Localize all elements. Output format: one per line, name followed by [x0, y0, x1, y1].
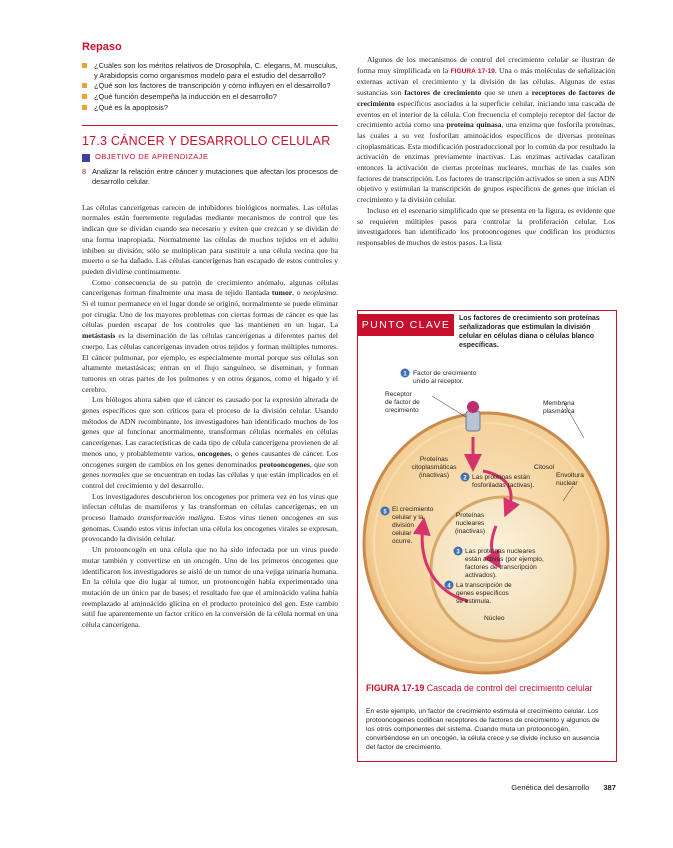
review-item	[82, 61, 338, 81]
running-head: Genética del desarrollo	[511, 783, 590, 792]
svg-text:2: 2	[463, 475, 467, 482]
label-step5: El crecimiento celular y la división celular ocurre.	[392, 506, 434, 545]
label-cytosol: Citosol	[534, 464, 555, 471]
review-item-text: ¿Qué función desempeña la inducción en el desarrollo?	[94, 92, 277, 102]
text-run: Un protooncogén en una célula que no ha sido infectada por un virus puede mutar también y convertirse en un oncogén. Uno de los primeros oncogenes que identificaron los investigadores se aisló de un tumor de una vejiga urinaria humana. En la célula que dio lugar al tumor, un protooncogén había experimentado una mutación de un único par de bases; el resultado fue que el aminoácido valina había reemplazado al aminoácido glicina en el producto proteínico del gen. Este cambio sutil fue aparentemente un factor crítico en la conversión de la célula normal en una célula cancerígena.	[82, 545, 338, 630]
objective-item	[82, 167, 338, 187]
section-heading	[82, 133, 338, 148]
objective-text: Analizar la relación entre cáncer y mutaciones que afectan los procesos de desarrollo celular.	[92, 167, 338, 186]
cell-diagram	[358, 311, 616, 681]
square-bullet-icon	[82, 63, 87, 68]
key-point-badge: PUNTO CLAVE	[358, 314, 454, 336]
figure-caption-text: En este ejemplo, un factor de crecimiento estimula el crecimiento celular. Los protooncogenes codifican receptores de factores de crecimiento y algunos de los otros componentes del sistema. Cuando muta un protooncogén, convirtiéndose en un oncogén, la célula crece y se divide incluso en ausencia del factor de crecimiento.	[366, 708, 600, 751]
text-run: Las células cancerígenas carecen de inhibidores biológicos normales. Las células normales están fuertemente reguladas mediante mecanismos de control que les indican que se dividan cuando sea necesario y eviten que crezcan y se dividan de una forma inapropiada. Normalmente las células de muchos tejidos en el adulto inhiben su división; sólo se multiplican para sustituir a una célula vecina que ha muerto o se ha dañado. Las células cancerígenas han escapado de estos controles y pueden dividirse continuamente.	[82, 202, 338, 276]
body-paragraph	[82, 492, 338, 546]
growth-factor-shape	[467, 401, 479, 413]
text-run: Algunos de los mecanismos de control del crecimiento celular se ilustran de forma muy simplificada en la	[357, 55, 615, 75]
key-term: proteína quinasa	[446, 120, 502, 130]
body-paragraph	[357, 206, 615, 249]
page-number: 387	[603, 783, 616, 792]
section-divider	[82, 125, 338, 126]
text-run: . Si el tumor permanece en el lugar donde se originó, normalmente se puede eliminar por cirugía. Uno de los mayores problemas con ciertas formas de cáncer es que las células pueden escapar de los controles que las mantienen en un lugar. La	[82, 288, 338, 330]
label-step4: La transcripción de genes específicos se estimula.	[456, 582, 512, 605]
svg-text:3: 3	[456, 549, 460, 556]
key-term: protooncogenes	[259, 459, 310, 469]
label-step2: Las proteínas están fosforiladas (activas).	[472, 474, 535, 489]
figure-reference: FIGURA 17-19	[450, 67, 495, 75]
review-item-text: ¿Cuáles son los méritos relativos de Drosophila, C. elegans, M. musculus, y Arabidopsis como organismos modelo para el estudio del desarrollo?	[94, 60, 338, 80]
text-run: , que son genes	[82, 459, 338, 480]
review-item	[82, 103, 338, 113]
section-number: 17.3	[82, 133, 108, 148]
body-paragraph	[357, 55, 615, 206]
label-cyto-proteins: Proteínas citoplasmáticas (inactivas)	[411, 456, 457, 479]
figure-caption-heading: Cascada de control del crecimiento celular	[426, 683, 593, 693]
text-run: Como consecuencia de su patrón de crecimiento anómalo, algunas células cancerígenas forman finalmente una masa de tejido llamada	[82, 277, 338, 298]
right-column	[357, 55, 615, 249]
objective-heading	[82, 152, 338, 163]
figure-caption-label: FIGURA 17-19	[366, 683, 425, 693]
text-run: es la diseminación de las células cancerígenas a diferentes partes del cuerpo. Las células cancerígenas invaden otros tejidos y forman múltiples tumores. El cáncer pulmonar, por ejemplo, es especialmente mortal porque sus células son altamente metastásicas; entran en el flujo sanguíneo, se diseminan, y forman tumores en otras partes de los pulmones y en otros órganos, como el hígado y el cerebro.	[82, 331, 338, 394]
step-badge-3	[454, 547, 463, 556]
text-run: Incluso en el escenario simplificado que se presenta en la figura, es evidente que se requieren múltiples pasos para controlar la proliferación celular. Los investigadores han identificado los protooncogenes que codifican los productos responsables de muchos de estos pasos. La lista	[357, 205, 615, 247]
label-step3: Las proteínas nucleares están activas (por ejemplo, factores de transcripción activados).	[465, 548, 544, 579]
key-term: metástasis	[82, 331, 116, 341]
review-list	[82, 61, 338, 113]
text-run: , una enzima que fosforila proteínas, las cuales a su vez fosforilan aminoácidos específicos de diversas proteínas citoplasmáticas. Esta modificación postraduccional por lo común da por resultado la activación de enzimas previamente inactivas. Las enzimas activadas catalizan entonces la activación de ciertas proteínas nucleares, muchas de las cuales son factores de transcripción. Los factores de transcripción activados se unen a sus ADN objetivo y estimulan la transcripción de grupos específicos de genes que inician el crecimiento y la división celular.	[357, 120, 615, 205]
left-body-text	[82, 203, 338, 631]
review-item-text: ¿Qué son los factores de transcripción y cómo influyen en el desarrollo?	[94, 81, 331, 91]
figure-caption-title	[366, 683, 610, 694]
svg-text:5: 5	[383, 509, 387, 516]
label-nuclear-proteins: Proteínas nucleares (inactivas)	[454, 512, 486, 535]
step-badge-2	[461, 473, 470, 482]
label-envelope: Envoltura nuclear	[556, 472, 584, 487]
body-paragraph	[82, 395, 338, 491]
objective-flag-icon	[82, 154, 90, 162]
key-term: oncogenes	[197, 448, 231, 458]
square-bullet-icon	[82, 105, 87, 110]
svg-text:4: 4	[447, 583, 451, 590]
label-membrane: Membrana plasmática	[543, 400, 575, 415]
text-run: transformación maligna	[137, 513, 214, 523]
text-run: Los biólogos ahora saben que el cáncer es causado por la expresión alterada de genes específicos que son críticos para el proceso de la división celular. Usando métodos de ADN recombinante, los investigadores han identificado muchos de los genes que al funcionar anormalmente, transforman células normales en células cancerígenas. Las características de cada tipo de célula cancerígena provienen de al menos uno, y probablemente varios,	[82, 395, 338, 458]
text-run: , o	[292, 288, 304, 298]
step-badge-4	[445, 581, 454, 590]
step-badge-1	[401, 369, 410, 378]
square-bullet-icon	[82, 94, 87, 99]
svg-text:1: 1	[403, 371, 407, 378]
square-bullet-icon	[82, 83, 87, 88]
text-run: que se encuentran en todas las células y que están implicados en el control del crecimiento y del desarrollo.	[82, 470, 338, 490]
label-step1: Factor de crecimiento unido al receptor.	[413, 370, 477, 385]
review-item-text: ¿Qué es la apoptosis?	[94, 102, 168, 112]
label-nucleus: Núcleo	[484, 615, 505, 622]
left-column	[82, 42, 338, 631]
text-run: específicos asociados a la superficie celular, iniciando una cascada de eventos en el interior de la célula. Con frecuencia el complejo receptor del factor de crecimiento actúa como una	[357, 98, 615, 130]
key-term: tumor	[271, 288, 293, 298]
review-title: Repaso	[82, 41, 122, 53]
body-paragraph	[82, 545, 338, 631]
review-item	[82, 92, 338, 102]
text-run: neoplasma	[303, 288, 337, 298]
objective-heading-text: OBJETIVO DE APRENDIZAJE	[95, 152, 209, 162]
receptor-leader-line	[432, 396, 466, 417]
page-footer	[450, 783, 616, 792]
step-badge-5	[381, 507, 390, 516]
key-term: factores de crecimiento	[404, 88, 482, 98]
body-paragraph	[82, 203, 338, 278]
right-body-text	[357, 55, 615, 249]
label-receptor: Receptor de factor de crecimiento	[385, 391, 420, 414]
receptor-shape	[466, 411, 480, 431]
section-title: CÁNCER Y DESARROLLO CELULAR	[110, 133, 331, 148]
text-run: normales	[101, 470, 130, 480]
key-point-text: Los factores de crecimiento son proteínas señalizadoras que estimulan la división celular en células diana o células blanco específicas.	[459, 315, 600, 349]
objective-number: 8	[82, 167, 87, 177]
text-run: . Estos virus tienen oncogenes en sus genomas. Cuando estos virus infectan una célula los oncogenes virales se expresan, provocando la división celular.	[82, 513, 339, 544]
body-paragraph	[82, 278, 338, 396]
key-term: receptores de factores de crecimiento	[357, 88, 616, 108]
text-run: , o genes causantes de cáncer. Los oncogenes surgen de cambios en los genes denominados	[82, 448, 338, 469]
text-run: Los investigadores descubrieron los oncogenes por primera vez en los virus que infectan células de mamíferos y las transforman en células cancerígenas, en un proceso llamado	[82, 491, 338, 523]
text-run: que se unen a	[481, 88, 532, 98]
review-item	[82, 81, 338, 91]
text-run: . Una o más moléculas de señalización externas activan el crecimiento y la división de las células. Algunas de estas sustancias son	[357, 65, 615, 98]
figure-box	[357, 310, 617, 762]
